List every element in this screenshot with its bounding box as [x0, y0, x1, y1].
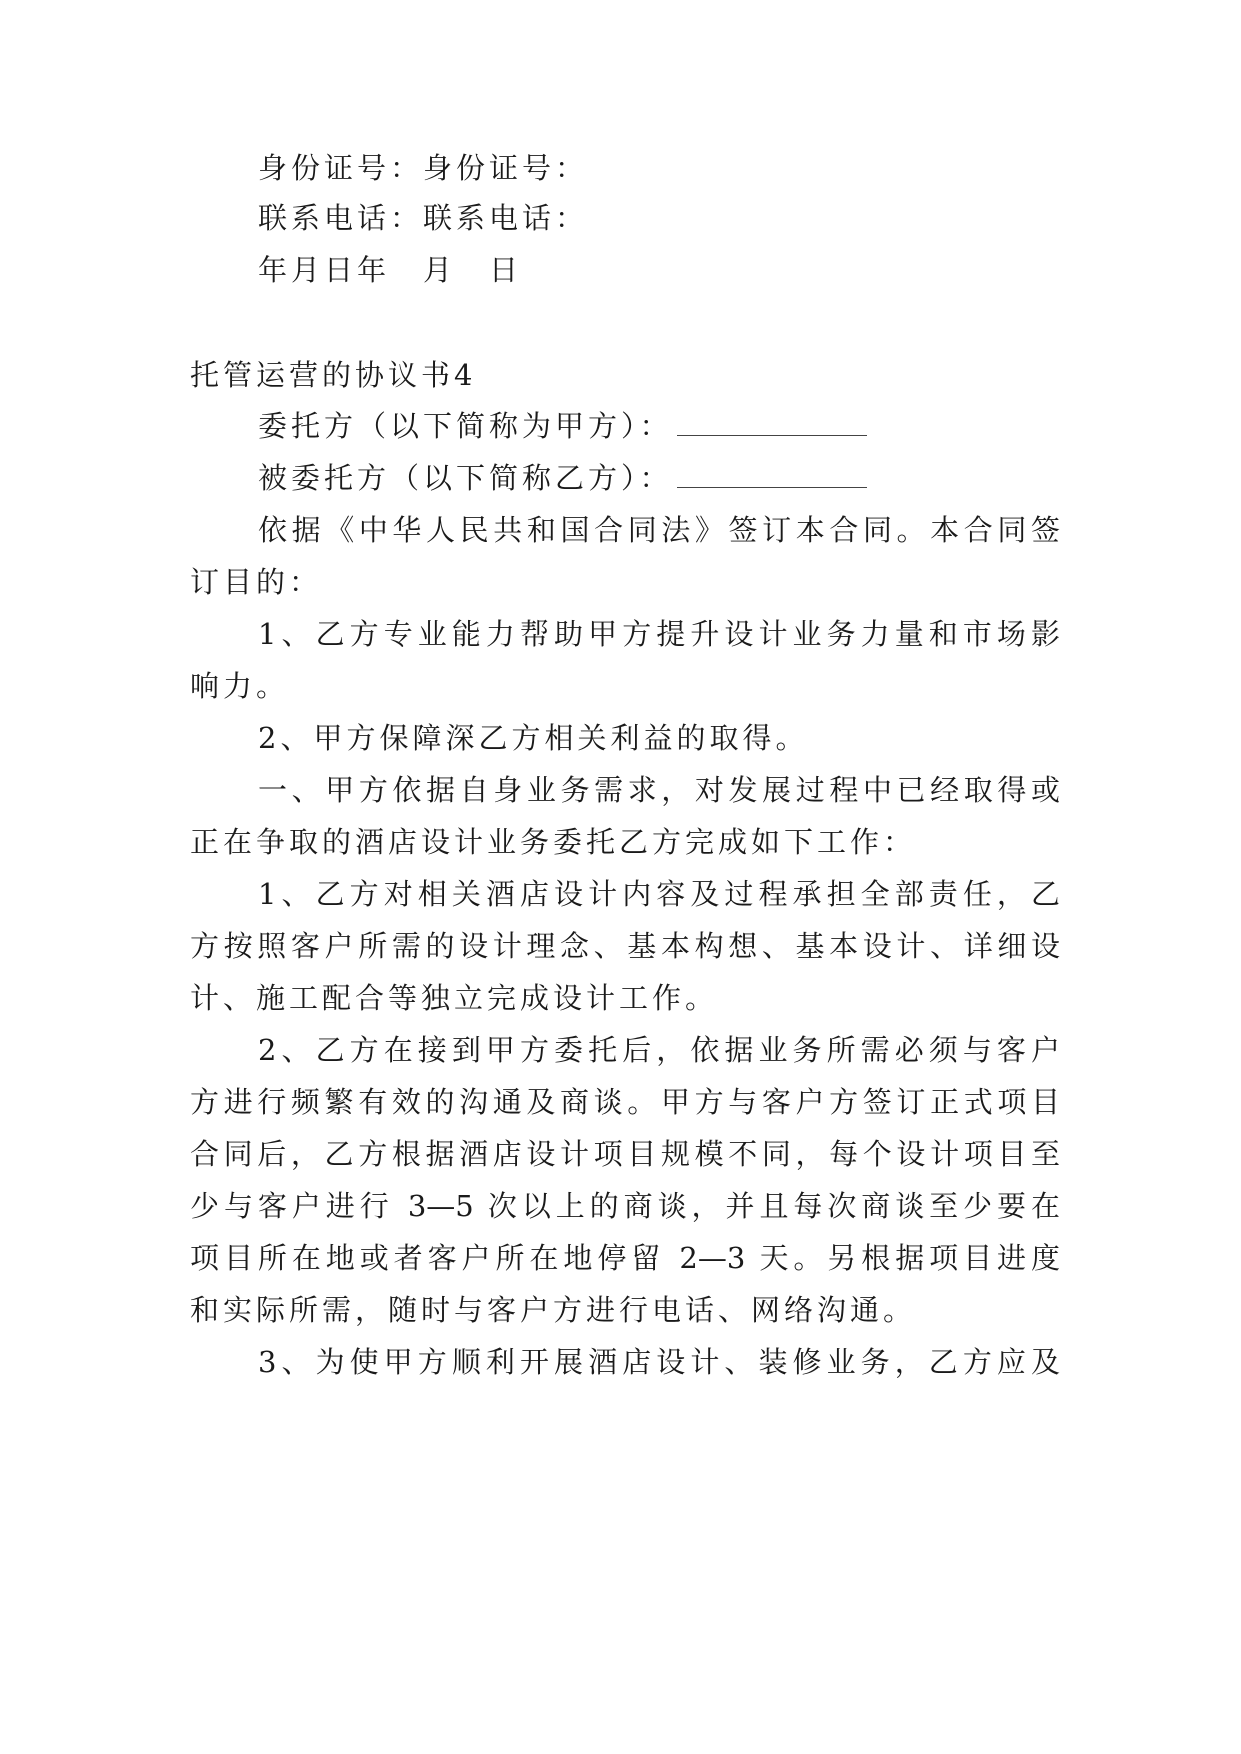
paragraph-line: 方进行频繁有效的沟通及商谈。甲方与客户方签订正式项目: [190, 1085, 1060, 1119]
phone-line: 联系电话：联系电话：: [258, 201, 589, 235]
paragraph-line: 少与客户进行 3—5 次以上的商谈，并且每次商谈至少要在: [190, 1189, 1060, 1223]
paragraph-line: 订目的：: [190, 565, 323, 599]
paragraph-line: 1、乙方对相关酒店设计内容及过程承担全部责任，乙: [258, 877, 1060, 911]
party-a-blank: [677, 409, 867, 436]
date-line: 年月日年 月 日: [258, 253, 523, 287]
paragraph-line: 响力。: [190, 669, 290, 703]
paragraph-line: 3、为使甲方顺利开展酒店设计、装修业务，乙方应及: [258, 1345, 1060, 1379]
party-b-blank: [677, 461, 867, 488]
id-number-line: 身份证号：身份证号：: [258, 151, 589, 185]
section-title: 托管运营的协议书4: [190, 358, 477, 392]
paragraph-line: 依据《中华人民共和国合同法》签订本合同。本合同签: [258, 513, 1060, 547]
paragraph-line: 项目所在地或者客户所在地停留 2—3 天。另根据项目进度: [190, 1241, 1060, 1275]
party-a-line: [258, 406, 1060, 446]
party-b-line: [258, 458, 1060, 498]
paragraph-line: 正在争取的酒店设计业务委托乙方完成如下工作：: [190, 825, 917, 859]
party-a-label: 委托方（以下简称为甲方）：: [258, 409, 673, 443]
paragraph-line: 一、甲方依据自身业务需求，对发展过程中已经取得或: [258, 773, 1060, 807]
paragraph-line: 和实际所需，随时与客户方进行电话、网络沟通。: [190, 1293, 917, 1327]
paragraph-line: 2、甲方保障深乙方相关利益的取得。: [258, 721, 809, 755]
paragraph-line: 计、施工配合等独立完成设计工作。: [190, 981, 719, 1015]
paragraph-line: 1、乙方专业能力帮助甲方提升设计业务力量和市场影: [258, 617, 1060, 651]
paragraph-line: 合同后，乙方根据酒店设计项目规模不同，每个设计项目至: [190, 1137, 1060, 1171]
paragraph-line: 2、乙方在接到甲方委托后，依据业务所需必须与客户: [258, 1033, 1060, 1067]
party-b-label: 被委托方（以下简称乙方）：: [258, 461, 673, 495]
paragraph-line: 方按照客户所需的设计理念、基本构想、基本设计、详细设: [190, 929, 1060, 963]
